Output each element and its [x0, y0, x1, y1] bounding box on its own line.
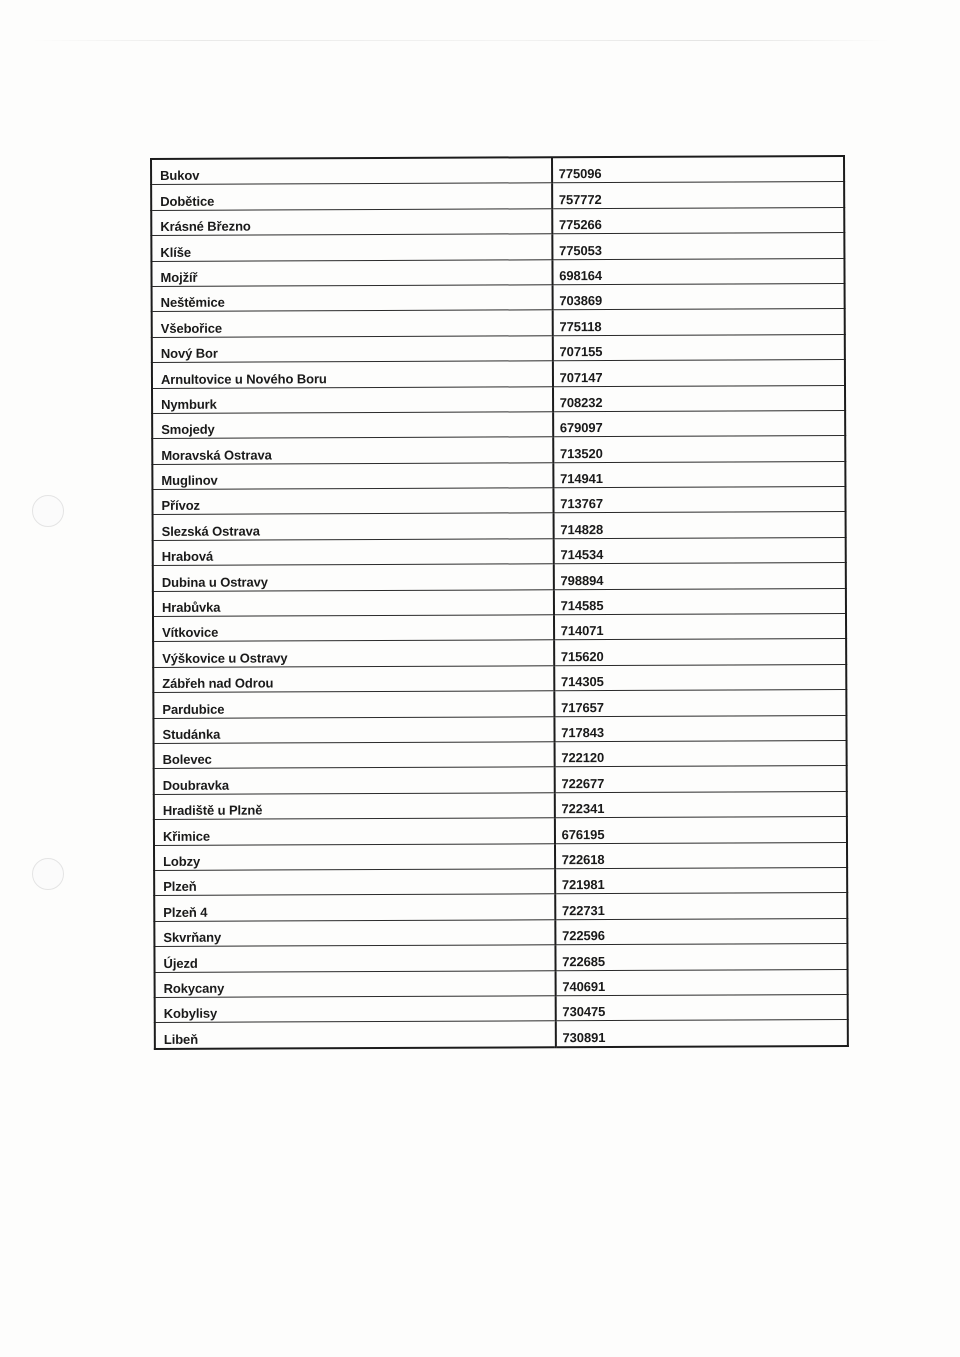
table-row: [154, 791, 847, 819]
table-row: [152, 283, 845, 311]
table-row: [154, 817, 847, 845]
table-row: [151, 207, 844, 235]
table-row: [152, 487, 845, 515]
location-code-cell: 707147: [553, 360, 845, 387]
location-name-cell: Krásné Březno: [151, 209, 552, 236]
location-name-cell: Hrabůvka: [153, 589, 554, 616]
location-code-cell: 730475: [555, 994, 847, 1021]
table-row: [154, 867, 847, 895]
table-row: [152, 309, 845, 337]
location-name-cell: Hradiště u Plzně: [154, 793, 555, 820]
location-code-cell: 713520: [553, 436, 845, 463]
location-name-cell: Studánka: [153, 716, 554, 743]
location-name-cell: Výškovice u Ostravy: [153, 640, 554, 667]
table-row: [153, 639, 846, 667]
table-row: [151, 258, 844, 286]
location-name-cell: Neštěmice: [152, 285, 553, 312]
location-name-cell: Dobětice: [151, 183, 552, 210]
table-row: [152, 436, 845, 464]
location-name-cell: Smojedy: [152, 412, 553, 439]
location-code-cell: 679097: [553, 410, 845, 437]
location-name-cell: Bukov: [151, 157, 552, 185]
table-row: [154, 740, 847, 768]
table-row: [154, 766, 847, 794]
cadastral-codes-table: [150, 155, 849, 1050]
location-code-cell: 775053: [552, 233, 844, 260]
location-code-cell: 717843: [554, 715, 846, 742]
location-code-cell: 722120: [554, 740, 846, 767]
location-code-cell: 740691: [555, 969, 847, 996]
location-code-cell: 714585: [554, 588, 846, 615]
table-row: [154, 842, 847, 870]
location-code-cell: 722596: [555, 918, 847, 945]
location-code-cell: 698164: [552, 258, 844, 285]
location-code-cell: 730891: [555, 1020, 847, 1047]
location-name-cell: Bolevec: [154, 742, 555, 769]
location-code-cell: 775096: [552, 156, 844, 183]
location-name-cell: Doubravka: [154, 767, 555, 794]
table-row: [154, 893, 847, 921]
location-name-cell: Nový Bor: [152, 335, 553, 362]
location-code-cell: 775266: [552, 207, 844, 234]
location-name-cell: Arnultovice u Nového Boru: [152, 361, 553, 388]
table-row: [153, 664, 846, 692]
table-row: [151, 182, 844, 210]
punch-hole-icon: [32, 858, 64, 890]
location-name-cell: Muglinov: [152, 462, 553, 489]
table-row: [153, 715, 846, 743]
location-code-cell: 703869: [552, 283, 844, 310]
location-code-cell: 714071: [554, 613, 846, 640]
location-name-cell: Libeň: [155, 1021, 556, 1049]
location-code-cell: 798894: [553, 563, 845, 590]
location-name-cell: Vítkovice: [153, 615, 554, 642]
location-code-cell: 722341: [554, 791, 846, 818]
location-code-cell: 714941: [553, 461, 845, 488]
table-body: [151, 156, 848, 1049]
location-name-cell: Nymburk: [152, 386, 553, 413]
location-name-cell: Zábřeh nad Odrou: [153, 666, 554, 693]
location-name-cell: Slezská Ostrava: [153, 513, 554, 540]
location-name-cell: Plzeň 4: [154, 894, 555, 921]
location-code-cell: 717657: [554, 690, 846, 717]
table-row: [152, 334, 845, 362]
location-code-cell: 713767: [553, 487, 845, 514]
location-code-cell: 708232: [553, 385, 845, 412]
location-name-cell: Pardubice: [153, 691, 554, 718]
location-code-cell: 757772: [552, 182, 844, 209]
table-row: [155, 1020, 848, 1049]
location-code-cell: 721981: [555, 867, 847, 894]
location-name-cell: Kobylisy: [155, 996, 556, 1023]
table-row: [152, 461, 845, 489]
location-code-cell: 707155: [552, 334, 844, 361]
location-name-cell: Skvrňany: [154, 919, 555, 946]
table-row: [153, 512, 846, 540]
table-row: [154, 944, 847, 972]
location-code-cell: 722677: [554, 766, 846, 793]
location-name-cell: Lobzy: [154, 843, 555, 870]
table-row: [153, 537, 846, 565]
table-row: [153, 588, 846, 616]
location-code-cell: 714828: [553, 512, 845, 539]
location-name-cell: Rokycany: [155, 970, 556, 997]
table-row: [153, 690, 846, 718]
table-row: [153, 613, 846, 641]
location-code-cell: 714305: [554, 664, 846, 691]
location-code-cell: 715620: [554, 639, 846, 666]
location-name-cell: Klíše: [151, 234, 552, 261]
location-code-cell: 722685: [555, 944, 847, 971]
table-row: [152, 360, 845, 388]
location-name-cell: Moravská Ostrava: [152, 437, 553, 464]
table-row: [152, 385, 845, 413]
location-name-cell: Plzeň: [154, 869, 555, 896]
punch-hole-icon: [32, 495, 64, 527]
location-name-cell: Hrabová: [153, 539, 554, 566]
table-row: [155, 969, 848, 997]
table-row: [151, 156, 844, 185]
location-code-cell: 676195: [555, 817, 847, 844]
table-row: [152, 410, 845, 438]
location-code-cell: 714534: [553, 537, 845, 564]
table-row: [155, 994, 848, 1022]
location-name-cell: Mojžíř: [151, 259, 552, 286]
table-row: [154, 918, 847, 946]
location-code-cell: 722618: [555, 842, 847, 869]
location-name-cell: Dubina u Ostravy: [153, 564, 554, 591]
location-code-cell: 722731: [555, 893, 847, 920]
table-row: [151, 233, 844, 261]
location-name-cell: Přívoz: [152, 488, 553, 515]
location-code-cell: 775118: [552, 309, 844, 336]
table-row: [153, 563, 846, 591]
location-name-cell: Křimice: [154, 818, 555, 845]
location-name-cell: Újezd: [154, 945, 555, 972]
scan-artifact-line: [30, 40, 890, 41]
location-name-cell: Všebořice: [152, 310, 553, 337]
